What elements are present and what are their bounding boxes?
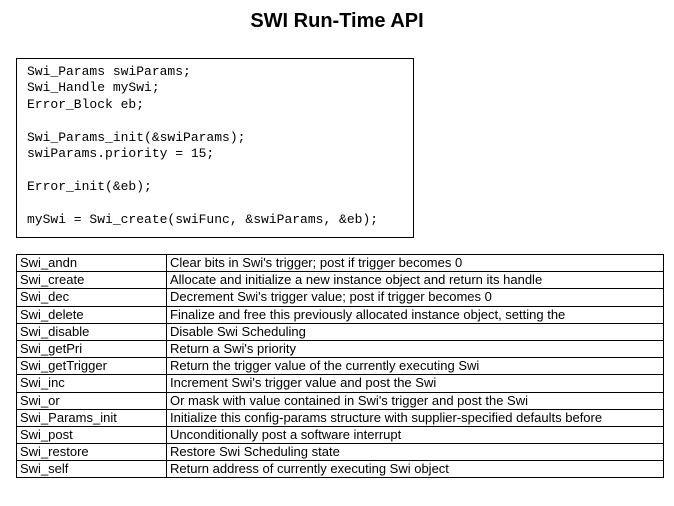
code-line [27,195,403,211]
api-function-name: Swi_dec [17,289,167,306]
api-function-table [16,254,664,478]
table-row [17,323,664,340]
api-function-name: Swi_restore [17,444,167,461]
code-line: Swi_Handle mySwi; [27,80,160,96]
api-function-description: Return the trigger value of the currently executing Swi [167,358,664,375]
api-function-name: Swi_inc [17,375,167,392]
api-function-description: Clear bits in Swi's trigger; post if trigger becomes 0 [167,255,664,272]
table-row [17,289,664,306]
code-line: mySwi = Swi_create(swiFunc, &swiParams, &eb); [27,211,379,227]
api-function-description: Return address of currently executing Swi object [167,461,664,478]
table-row [17,375,664,392]
code-line: Error_init(&eb); [27,178,152,194]
code-line: Swi_Params swiParams; [27,64,191,79]
api-function-description: Decrement Swi's trigger value; post if trigger becomes 0 [167,289,664,306]
api-function-name: Swi_post [17,426,167,443]
api-function-description: Increment Swi's trigger value and post the Swi [167,375,664,392]
api-function-description: Finalize and free this previously allocated instance object, setting the [167,306,664,323]
table-row [17,358,664,375]
table-row [17,409,664,426]
code-line [27,113,403,129]
api-function-name: Swi_getPri [17,340,167,357]
table-row [17,272,664,289]
api-function-name: Swi_getTrigger [17,358,167,375]
api-function-description: Return a Swi's priority [167,340,664,357]
api-function-name: Swi_Params_init [17,409,167,426]
page-title: SWI Run-Time API [250,10,424,32]
table-row [17,392,664,409]
code-line: Error_Block eb; [27,96,145,112]
api-function-name: Swi_self [17,461,167,478]
code-line: Swi_Params_init(&swiParams); [27,129,246,145]
table-row [17,340,664,357]
api-function-description: Restore Swi Scheduling state [167,444,664,461]
code-example-box [16,58,414,238]
table-row [17,444,664,461]
code-line: swiParams.priority = 15; [27,145,215,161]
table-row [17,306,664,323]
table-row [17,461,664,478]
api-function-name: Swi_delete [17,306,167,323]
api-function-name: Swi_andn [17,255,167,272]
table-row [17,255,664,272]
api-function-description: Initialize this config-params structure with supplier-specified defaults before [167,409,664,426]
api-function-name: Swi_or [17,392,167,409]
code-line [27,162,403,178]
api-function-description: Allocate and initialize a new instance object and return its handle [167,272,664,289]
api-function-name: Swi_create [17,272,167,289]
table-row [17,426,664,443]
api-function-description: Unconditionally post a software interrupt [167,426,664,443]
api-function-description: Or mask with value contained in Swi's trigger and post the Swi [167,392,664,409]
api-function-description: Disable Swi Scheduling [167,323,664,340]
api-function-name: Swi_disable [17,323,167,340]
